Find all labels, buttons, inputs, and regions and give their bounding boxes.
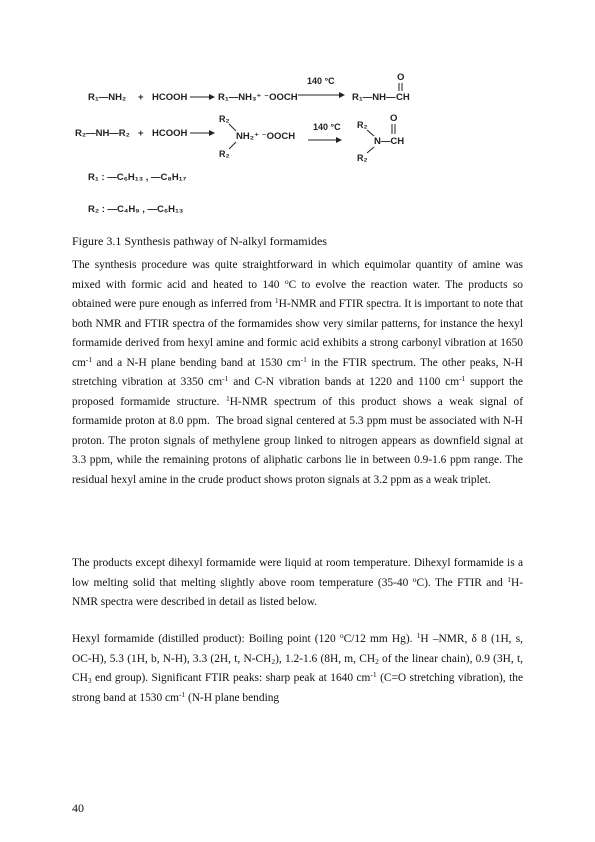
page-number: 40 <box>72 801 84 815</box>
double-bond-icon <box>399 83 402 91</box>
scheme-row-1 <box>88 72 410 103</box>
r2-definition: R₂ : —C₄H₉ , —C₆H₁₃ <box>88 204 184 215</box>
synthesis-scheme <box>0 0 595 230</box>
intermediate-ammonium-salt: R₁—NH₃⁺ ⁻OOCH <box>218 92 298 103</box>
product-formamide-core: N—CH <box>374 136 405 147</box>
r1-definition: R₁ : —C₆H₁₃ , —C₈H₁₇ <box>88 172 187 183</box>
carbonyl-oxygen: O <box>397 72 405 83</box>
reaction-arrow-icon <box>308 137 342 143</box>
reactant-primary-amine: R₁—NH₂ <box>88 92 127 103</box>
body-paragraph-hexyl-formamide: Hexyl formamide (distilled product): Boiling point (120 $^o$C/12 mm Hg). $^1$H –NMR, δ 8 (1H, s, OC-H), 5.3 (1H, b, N-H), 3.3 (2H, t, $N-CH_2$), 1.2-1.6 (8H, m, $CH_2$ of the linear chain), 0.9 (3H, t, $CH_3$ end group). Significant FTIR peaks: sharp peak at 1640 $cm^{-1}$ (C=O stretching vibration), the strong band at 1530 $cm^{-1}$ (N-H plane bending <box>72 631 523 704</box>
product-substituent-bottom: R₂ <box>357 153 368 163</box>
double-bond-icon <box>392 124 395 134</box>
reaction-condition-temperature: 140 °C <box>307 76 335 86</box>
figure-caption: Figure 3.1 Synthesis pathway of N-alkyl formamides <box>72 234 327 248</box>
product-substituent-top: R₂ <box>357 120 368 130</box>
salt-substituent-bottom: R₂ <box>219 149 230 159</box>
body-paragraph-synthesis: The synthesis procedure was quite straightforward in which equimolar quantity of amine was mixed with formic acid and heated to 140 $^o$C to evolve the reaction water. The products so obtained were pure enough as inferred from $^1$H-NMR and FTIR spectra. It is important to note that both NMR and FTIR spectra of the formamides show very similar patterns, for instance the hexyl formamide derived from hexyl amine and formic acid exhibits a strong carbonyl vibration at 1650 $cm^{-1}$ and a N-H plane bending band at 1530 $cm^{-1}$ in the FTIR spectrum. The other peaks, N-H stretching vibration at 3350 $cm^{-1}$ and C-N vibration bands at 1220 and 1100 $cm^{-1}$ support the proposed formamide structure. $^1$H-NMR spectrum of this product shows a weak signal of formamide proton at 8.0 ppm. The broad signal centered at 5.3 ppm must be associated with N-H proton. The proton signals of methylene group linked to nitrogen appears as downfield signal at 3.3 ppm, while the remaining protons of aliphatic carbons lie in between 0.9-1.6 ppm range. The residual hexyl amine in the crude product shows proton signals at 3.2 ppm as a weak triplet. <box>72 259 523 486</box>
product-formyl-ch: CH <box>396 92 410 103</box>
intermediate-ammonium-salt: NH₂⁺ ⁻OOCH <box>236 131 296 142</box>
reaction-arrow-icon <box>190 130 215 136</box>
reaction-condition-temperature: 140 °C <box>313 122 341 132</box>
carbonyl-oxygen: O <box>390 113 398 124</box>
reactant-secondary-amine: R₂—NH—R₂ <box>75 128 130 139</box>
reactant-formic-acid: HCOOH <box>152 92 188 103</box>
plus-sign: + <box>138 128 144 139</box>
scheme-row-2 <box>75 113 404 163</box>
salt-substituent-top: R₂ <box>219 114 230 124</box>
reaction-arrow-icon <box>190 94 215 100</box>
plus-sign: + <box>138 92 144 103</box>
body-paragraph-physical-state: The products except dihexyl formamide were liquid at room temperature. Dihexyl formamide is a low melting solid that melting slightly above room temperature (35-40 $^o$C). The FTIR and $^1$H-NMR spectra were described in detail as listed below. <box>72 557 523 608</box>
reaction-arrow-icon <box>298 92 345 98</box>
product-prefix: R₁—NH— <box>352 92 396 103</box>
reactant-formic-acid: HCOOH <box>152 128 188 139</box>
